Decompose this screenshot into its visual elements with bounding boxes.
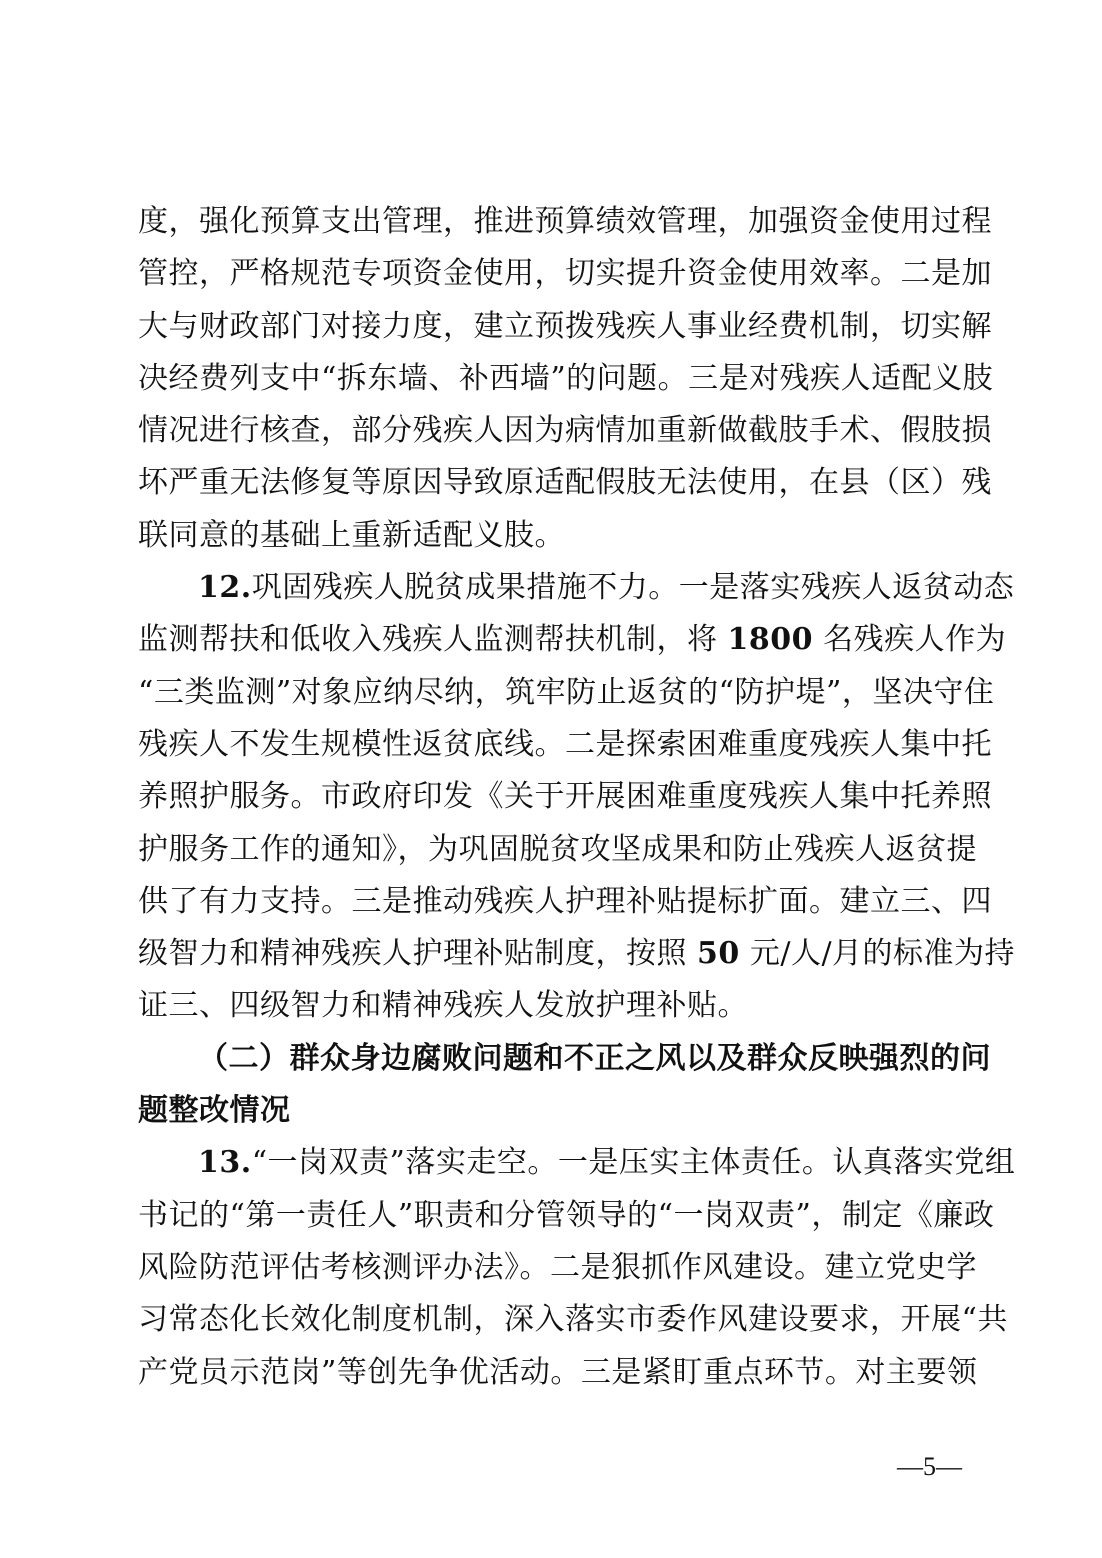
paragraph-line: 管控，严格规范专项资金使用，切实提升资金使用效率。二是加 xyxy=(138,256,992,292)
paragraph-line: 供了有力支持。三是推动残疾人护理补贴提标扩面。建立三、四 xyxy=(138,883,992,919)
section-heading: （二）群众身边腐败问题和不正之风以及群众反映强烈的问 xyxy=(198,1040,991,1076)
item-text: “一岗双责”落实走空。一是压实主体责任。认真落实党组 xyxy=(251,1145,1016,1181)
text-span: 元/人/月的标准为持 xyxy=(739,936,1016,972)
paragraph-line: 残疾人不发生规模性返贫底线。二是探索困难重度残疾人集中托 xyxy=(138,726,992,762)
item-title: 巩固残疾人脱贫成果措施不力。 xyxy=(251,570,679,606)
paragraph-line: 书记的“第一责任人”职责和分管领导的“一岗双责”，制定《廉政 xyxy=(138,1197,995,1233)
count-number: 1800 xyxy=(727,622,814,658)
paragraph-line: 习常态化长效化制度机制，深入落实市委作风建设要求，开展“共 xyxy=(138,1302,1008,1338)
paragraph-line: 决经费列支中“拆东墙、补西墙”的问题。三是对残疾人适配义肢 xyxy=(138,360,994,396)
body-text xyxy=(138,196,1016,1399)
paragraph-line: 坏严重无法修复等原因导致原适配假肢无法使用，在县（区）残 xyxy=(138,465,992,501)
item-13-first-line xyxy=(138,1137,1016,1189)
paragraph-line: 证三、四级智力和精神残疾人发放护理补贴。 xyxy=(138,988,748,1024)
page-number: —5— xyxy=(897,1452,962,1481)
amount-number: 50 xyxy=(697,936,740,972)
paragraph-line: “三类监测”对象应纳尽纳，筑牢防止返贫的“防护堤”，坚决守住 xyxy=(138,674,995,710)
paragraph-line: 度，强化预算支出管理，推进预算绩效管理，加强资金使用过程 xyxy=(138,204,992,239)
text-span: 监测帮扶和低收入残疾人监测帮扶机制，将 xyxy=(138,622,728,658)
item-number: 13. xyxy=(198,1145,252,1181)
paragraph-line: 联同意的基础上重新适配义肢。 xyxy=(138,517,565,553)
item-text: 一是落实残疾人返贫动态 xyxy=(678,570,1015,606)
paragraph-line: 风险防范评估考核测评办法》。二是狠抓作风建设。建立党史学 xyxy=(138,1249,977,1285)
item-number: 12. xyxy=(198,570,252,606)
section-heading-cont: 题整改情况 xyxy=(138,1093,291,1129)
paragraph-line: 大与财政部门对接力度，建立预拨残疾人事业经费机制，切实解 xyxy=(138,308,992,344)
text-span: 级智力和精神残疾人护理补贴制度，按照 xyxy=(138,936,698,972)
paragraph-line xyxy=(138,614,1007,666)
paragraph-line: 产党员示范岗”等创先争优活动。三是紧盯重点环节。对主要领 xyxy=(138,1354,978,1390)
paragraph-line: 情况进行核查，部分残疾人因为病情加重新做截肢手术、假肢损 xyxy=(138,413,992,449)
paragraph-line: 护服务工作的通知》，为巩固脱贫攻坚成果和防止残疾人返贫提 xyxy=(138,831,977,867)
paragraph-line xyxy=(138,928,1016,980)
text-span: 名残疾人作为 xyxy=(813,622,1007,658)
item-12-first-line xyxy=(138,562,1015,614)
paragraph-line: 养照护服务。市政府印发《关于开展困难重度残疾人集中托养照 xyxy=(138,779,992,815)
